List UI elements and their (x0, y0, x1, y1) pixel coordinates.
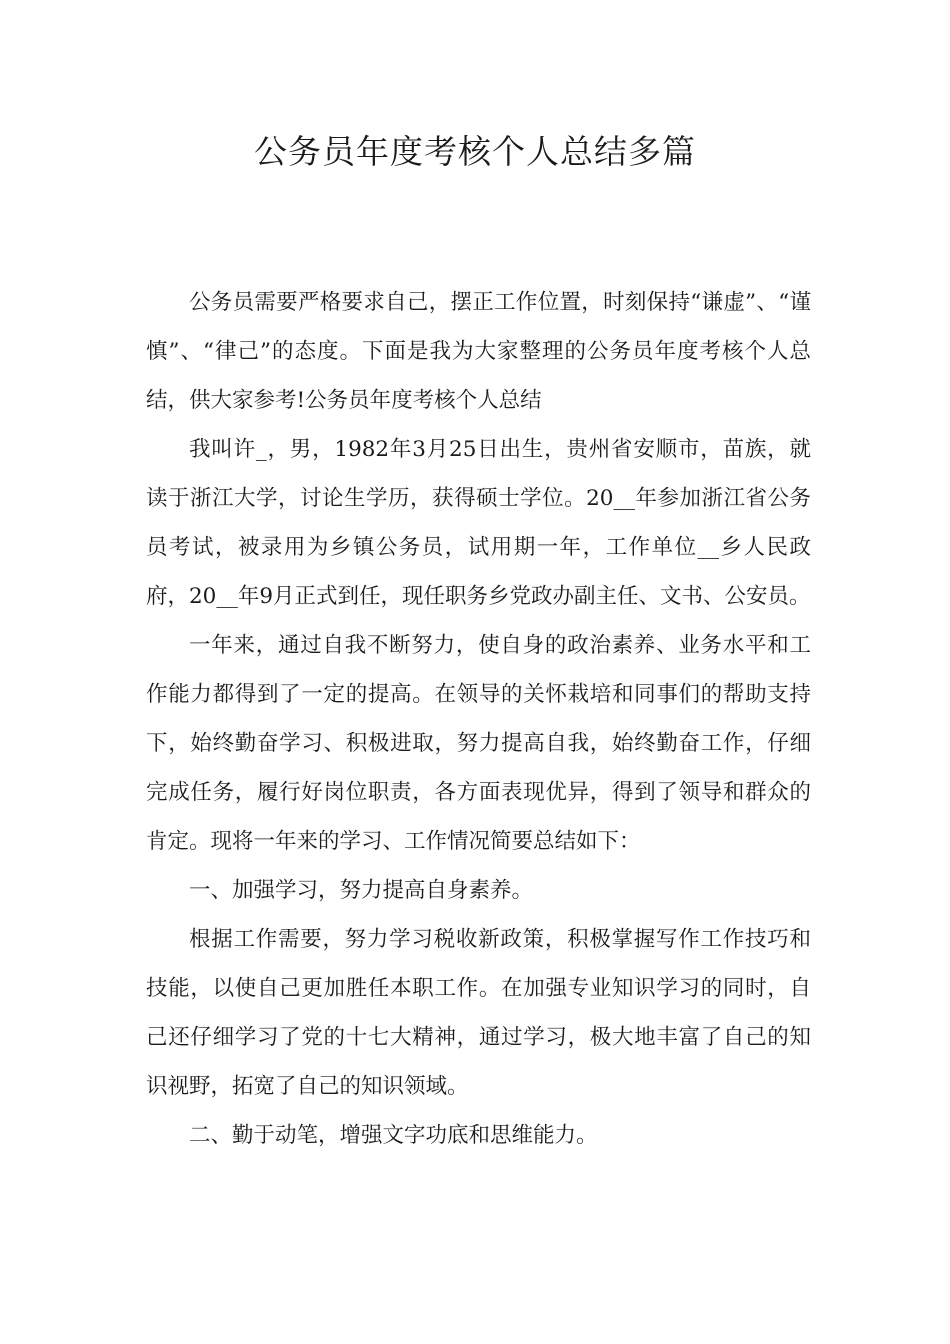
document-title: 公务员年度考核个人总结多篇 (254, 132, 696, 171)
document-body (146, 278, 811, 1160)
section-heading-1: 一、加强学习，努力提高自身素养。 (189, 878, 534, 903)
paragraph-study: 根据工作需要，努力学习税收新政策，积极掌握写作工作技巧和技能，以使自己更加胜任本职工作。在加强专业知识学习的同时，自己还仔细学习了党的十七大精神，通过学习，极大地丰富了自己的知识视野，拓宽了自己的知识领域。 (146, 927, 811, 1099)
paragraph-year-overview: 一年来，通过自我不断努力，使自身的政治素养、业务水平和工作能力都得到了一定的提高。在领导的关怀栽培和同事们的帮助支持下，始终勤奋学习、积极进取，努力提高自我，始终勤奋工作，仔细完成任务，履行好岗位职责，各方面表现优异，得到了领导和群众的肯定。现将一年来的学习、工作情况简要总结如下： (146, 633, 811, 854)
section-heading-2: 二、勤于动笔，增强文字功底和思维能力。 (189, 1123, 598, 1148)
paragraph-personal-info: 我叫许_，男，1982年3月25日出生，贵州省安顺市，苗族，就读于浙江大学，讨论生学历，获得硕士学位。20__年参加浙江省公务员考试，被录用为乡镇公务员，试用期一年，工作单位__乡人民政府，20__年9月正式到任，现任职务乡党政办副主任、文书、公安员。 (146, 437, 811, 609)
paragraph-intro: 公务员需要严格要求自己，摆正工作位置，时刻保持“谦虚”、“谨慎”、“律己”的态度。下面是我为大家整理的公务员年度考核个人总结，供大家参考!公务员年度考核个人总结 (146, 290, 811, 413)
